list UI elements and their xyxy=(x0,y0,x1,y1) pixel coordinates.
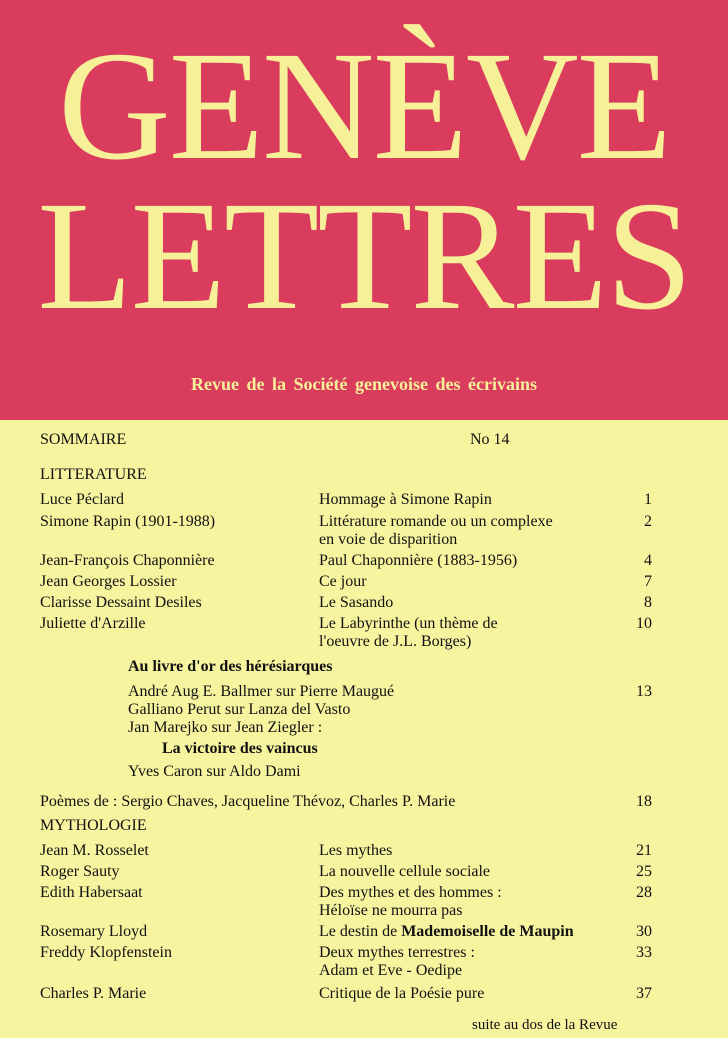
toc-page: 25 xyxy=(636,863,652,880)
toc-author: Jean-François Chaponnière xyxy=(40,552,215,569)
sommaire-label: SOMMAIRE xyxy=(40,431,127,448)
toc-work: La nouvelle cellule sociale xyxy=(319,863,491,880)
cover-header xyxy=(0,0,728,420)
heresiarques-line: André Aug E. Ballmer sur Pierre Maugué xyxy=(128,683,395,700)
work-bold: Mademoiselle de Maupin xyxy=(401,923,574,940)
toc-page: 1 xyxy=(644,491,652,508)
toc-work: Le Labyrinthe (un thème de xyxy=(319,615,498,632)
toc-work: en voie de disparition xyxy=(319,531,458,548)
toc-author: Charles P. Marie xyxy=(40,985,147,1002)
toc-work: Des mythes et des hommes : xyxy=(319,884,502,901)
heresiarques-line: Jan Marejko sur Jean Ziegler : xyxy=(128,719,323,736)
toc-author: Freddy Klopfenstein xyxy=(40,944,172,961)
toc-author: Jean M. Rosselet xyxy=(40,842,149,859)
toc-page: 7 xyxy=(644,573,652,590)
toc-work: Paul Chaponnière (1883-1956) xyxy=(319,552,518,569)
footer-note: suite au dos de la Revue xyxy=(472,1017,618,1033)
toc-page: 18 xyxy=(636,793,652,810)
toc-work: Les mythes xyxy=(319,842,393,859)
toc-work: Adam et Eve - Oedipe xyxy=(319,962,463,979)
heresiarques-heading: Au livre d'or des hérésiarques xyxy=(128,658,333,675)
work-prefix: Le destin de xyxy=(319,923,402,940)
toc-page: 21 xyxy=(636,842,652,859)
poemes-line: Poèmes de : Sergio Chaves, Jacqueline Thévoz, Charles P. Marie xyxy=(40,793,456,810)
toc-work xyxy=(319,922,574,941)
title-geneve: GENÈVE xyxy=(58,19,670,192)
toc-page: 8 xyxy=(644,594,652,611)
toc-author: Jean Georges Lossier xyxy=(40,573,177,590)
toc-author: Luce Péclard xyxy=(40,491,124,508)
heresiarques-subheading: La victoire des vaincus xyxy=(162,740,318,757)
toc-author: Edith Habersaat xyxy=(40,884,143,901)
toc-work: Deux mythes terrestres : xyxy=(319,944,475,961)
toc-work: Critique de la Poésie pure xyxy=(319,985,485,1002)
toc-author: Rosemary Lloyd xyxy=(40,923,148,940)
toc-work: l'oeuvre de J.L. Borges) xyxy=(319,633,472,650)
toc-author: Simone Rapin (1901-1988) xyxy=(40,513,216,530)
toc-author: Clarisse Dessaint Desiles xyxy=(40,594,202,611)
toc-page: 4 xyxy=(644,552,652,569)
toc-page: 33 xyxy=(636,944,652,961)
toc-page: 13 xyxy=(636,683,652,700)
toc-page: 37 xyxy=(636,985,652,1002)
title-lettres: LETTRES xyxy=(37,169,691,342)
heresiarques-line: Yves Caron sur Aldo Dami xyxy=(128,763,301,780)
toc-page: 30 xyxy=(636,923,652,940)
toc-author: Juliette d'Arzille xyxy=(40,615,146,632)
toc-work: Le Sasando xyxy=(319,594,394,611)
toc-work: Héloïse ne mourra pas xyxy=(319,902,463,919)
toc-work: Hommage à Simone Rapin xyxy=(319,491,492,508)
toc-work: Littérature romande ou un complexe xyxy=(319,513,553,530)
toc-work: Ce jour xyxy=(319,573,367,590)
toc-page: 10 xyxy=(636,615,652,632)
toc-page: 2 xyxy=(644,513,652,530)
heresiarques-line: Galliano Perut sur Lanza del Vasto xyxy=(128,701,351,718)
toc-page: 28 xyxy=(636,884,652,901)
subtitle: Revue de la Société genevoise des écrivains xyxy=(191,374,537,394)
issue-number: No 14 xyxy=(470,431,510,448)
section-mythologie: MYTHOLOGIE xyxy=(40,817,147,834)
toc-author: Roger Sauty xyxy=(40,863,120,880)
section-litterature: LITTERATURE xyxy=(40,466,147,483)
